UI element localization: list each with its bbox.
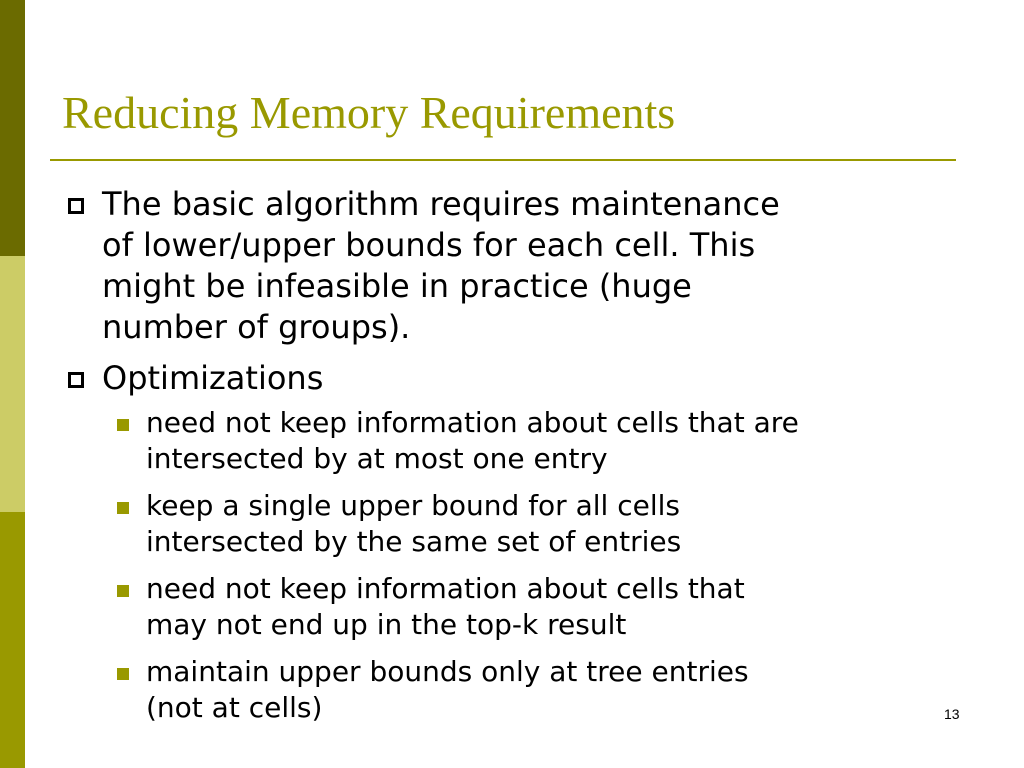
sub-bullet-item — [62, 571, 962, 643]
bullet-line: number of groups). — [102, 308, 411, 346]
sub-bullet-line: need not keep information about cells that are — [146, 406, 799, 439]
sub-bullet-line: intersected by the same set of entries — [146, 525, 682, 558]
sub-bullet-line: (not at cells) — [146, 691, 323, 724]
filled-square-bullet-icon — [117, 502, 129, 514]
filled-square-bullet-icon — [117, 668, 129, 680]
bullet-line: The basic algorithm requires maintenance — [102, 185, 780, 223]
bullet-item — [62, 184, 962, 348]
sub-bullet-line: need not keep information about cells that — [146, 572, 745, 605]
filled-square-bullet-icon — [117, 419, 129, 431]
sub-bullet-line: may not end up in the top-k result — [146, 608, 627, 641]
title-underline — [50, 159, 956, 161]
bullet-line: might be infeasible in practice (huge — [102, 267, 692, 305]
sub-bullet-line: maintain upper bounds only at tree entries — [146, 655, 749, 688]
left-stripe-accent — [0, 512, 25, 768]
bullet-line: of lower/upper bounds for each cell. This — [102, 226, 756, 264]
left-stripe-dark — [0, 0, 25, 256]
sub-bullet-item — [62, 405, 962, 477]
page-number: 13 — [944, 706, 960, 722]
sub-bullet-line: intersected by at most one entry — [146, 442, 608, 475]
sub-bullet-line: keep a single upper bound for all cells — [146, 489, 680, 522]
bullet-line: Optimizations — [102, 359, 324, 397]
filled-square-bullet-icon — [117, 585, 129, 597]
hollow-square-bullet-icon — [68, 198, 84, 214]
slide-title: Reducing Memory Requirements — [62, 87, 676, 138]
hollow-square-bullet-icon — [68, 372, 84, 388]
bullet-item — [62, 358, 962, 399]
sub-bullet-item — [62, 654, 962, 726]
slide-body — [62, 184, 962, 726]
sub-bullet-item — [62, 488, 962, 560]
left-stripe-light — [0, 256, 25, 512]
